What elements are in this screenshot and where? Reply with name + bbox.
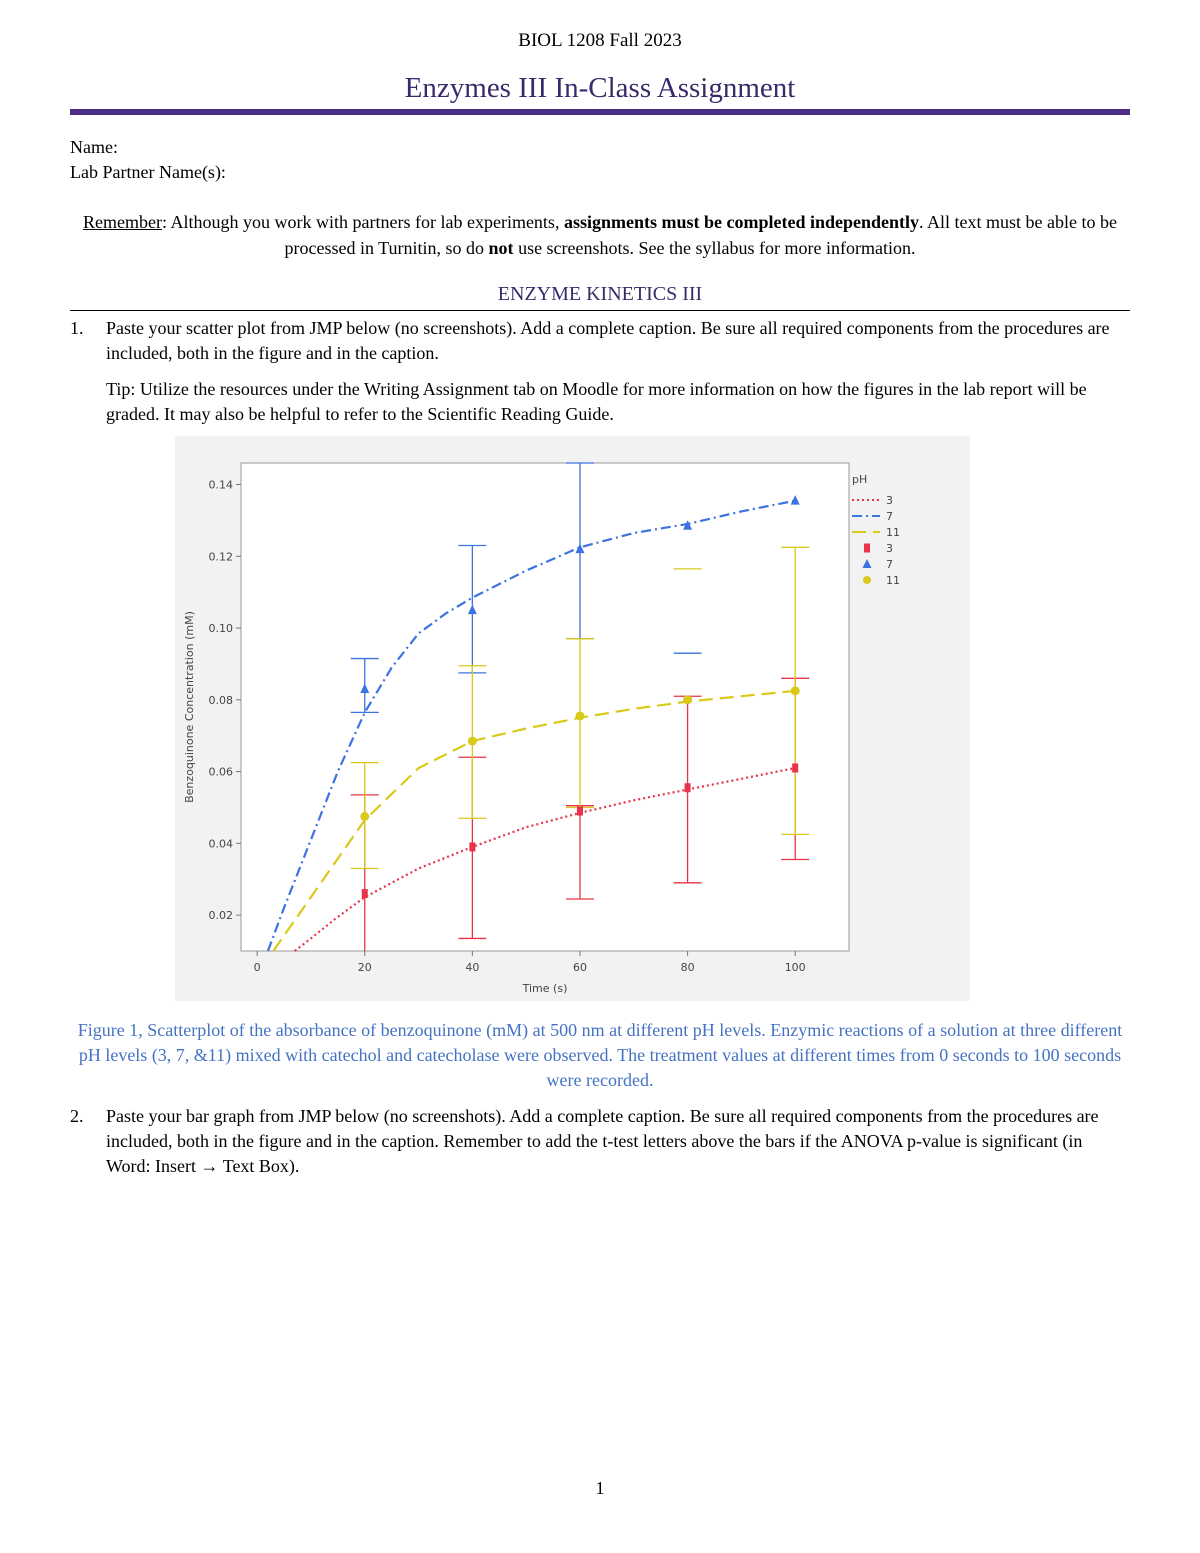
remember-text-2: . All text must be able to be processed in Turnitin, so do — [284, 212, 1117, 258]
remember-lead: Remember — [83, 212, 163, 232]
x-tick-label: 20 — [357, 961, 372, 974]
question-2-text: Paste your bar graph from JMP below (no screenshots). Add a complete caption. Be sure all required components from the procedures are included, both in the figure and in the caption. Remember to add the t-test letters above the bars if the ANOVA p-value is significant (in Word: Insert → Text Box). — [106, 1106, 1099, 1176]
legend-marker-ph-11 — [863, 576, 871, 584]
data-point-ph-3 — [577, 807, 583, 816]
y-tick-label: 0.02 — [208, 909, 233, 923]
data-point-ph-11 — [575, 711, 584, 720]
question-2 — [70, 1104, 1130, 1179]
legend-marker-ph-3 — [864, 544, 870, 553]
section-divider — [70, 310, 1130, 311]
legend-line-label: 3 — [886, 494, 893, 507]
lab-partner-label: Lab Partner Name(s): — [70, 162, 226, 182]
y-tick-label: 0.06 — [208, 765, 233, 779]
x-tick-label: 40 — [465, 961, 480, 974]
y-tick-label: 0.12 — [208, 550, 233, 564]
data-point-ph-11 — [683, 695, 692, 704]
y-tick-label: 0.10 — [208, 622, 233, 636]
scatter-plot-figure — [175, 436, 970, 1001]
name-label: Name: — [70, 137, 118, 157]
x-tick-label: 80 — [680, 961, 695, 974]
x-axis-label: Time (s) — [522, 982, 568, 995]
legend-title: pH — [852, 473, 868, 486]
question-1-number: 1. — [70, 318, 84, 338]
course-header: BIOL 1208 Fall 2023 — [518, 30, 682, 51]
y-tick-label: 0.08 — [208, 693, 233, 707]
x-tick-label: 100 — [784, 961, 806, 974]
y-tick-label: 0.04 — [208, 837, 233, 851]
remember-text-3: use screenshots. See the syllabus for more information. — [513, 238, 916, 258]
question-1-text: Paste your scatter plot from JMP below (no screenshots). Add a complete caption. Be sure all required components from the procedures are included, both in the figure and in the caption. — [106, 318, 1110, 363]
y-axis-label: Benzoquinone Concentration (mM) — [183, 611, 196, 803]
data-point-ph-11 — [791, 686, 800, 695]
tip-text: Tip: Utilize the resources under the Writing Assignment tab on Moodle for more information on how the figures in the lab report will be graded. It may also be helpful to refer to the Scientific Reading Guide. — [106, 379, 1087, 424]
question-2-number: 2. — [70, 1106, 84, 1126]
data-point-ph-3 — [469, 842, 475, 851]
x-tick-label: 60 — [572, 961, 587, 974]
legend-marker-label: 7 — [886, 558, 893, 571]
x-tick-label: 0 — [253, 961, 261, 974]
section-title: ENZYME KINETICS III — [497, 283, 703, 305]
data-point-ph-3 — [792, 764, 798, 773]
data-point-ph-3 — [685, 783, 691, 792]
legend-line-label: 7 — [886, 510, 893, 523]
page-number: 1 — [595, 1478, 605, 1498]
legend-marker-label: 11 — [886, 574, 900, 587]
remember-bold-1: assignments must be completed independently — [563, 212, 919, 232]
data-point-ph-11 — [360, 812, 369, 821]
y-tick-label: 0.14 — [208, 478, 233, 492]
data-point-ph-11 — [468, 737, 477, 746]
legend-line-label: 11 — [886, 526, 900, 539]
page-title: Enzymes III In-Class Assignment — [404, 72, 796, 104]
remember-text-1: : Although you work with partners for lab experiments, — [162, 212, 564, 232]
title-divider — [70, 109, 1130, 115]
legend-marker-label: 3 — [886, 542, 893, 555]
data-point-ph-3 — [362, 889, 368, 898]
remember-notice — [70, 209, 1130, 261]
remember-bold-2: not — [488, 238, 514, 258]
scatter-plot — [175, 436, 970, 1001]
figure-caption: Figure 1, Scatterplot of the absorbance of benzoquinone (mM) at 500 nm at different pH levels. Enzymic reactions of a solution at three different pH levels (3, 7, &11) mixed with catechol and catecholase were observed. The treatment values at different times from 0 seconds to 100 seconds were recorded. — [77, 1020, 1123, 1090]
plot-frame — [241, 463, 849, 951]
legend-marker-ph-7 — [863, 559, 872, 568]
question-1 — [70, 316, 1130, 366]
